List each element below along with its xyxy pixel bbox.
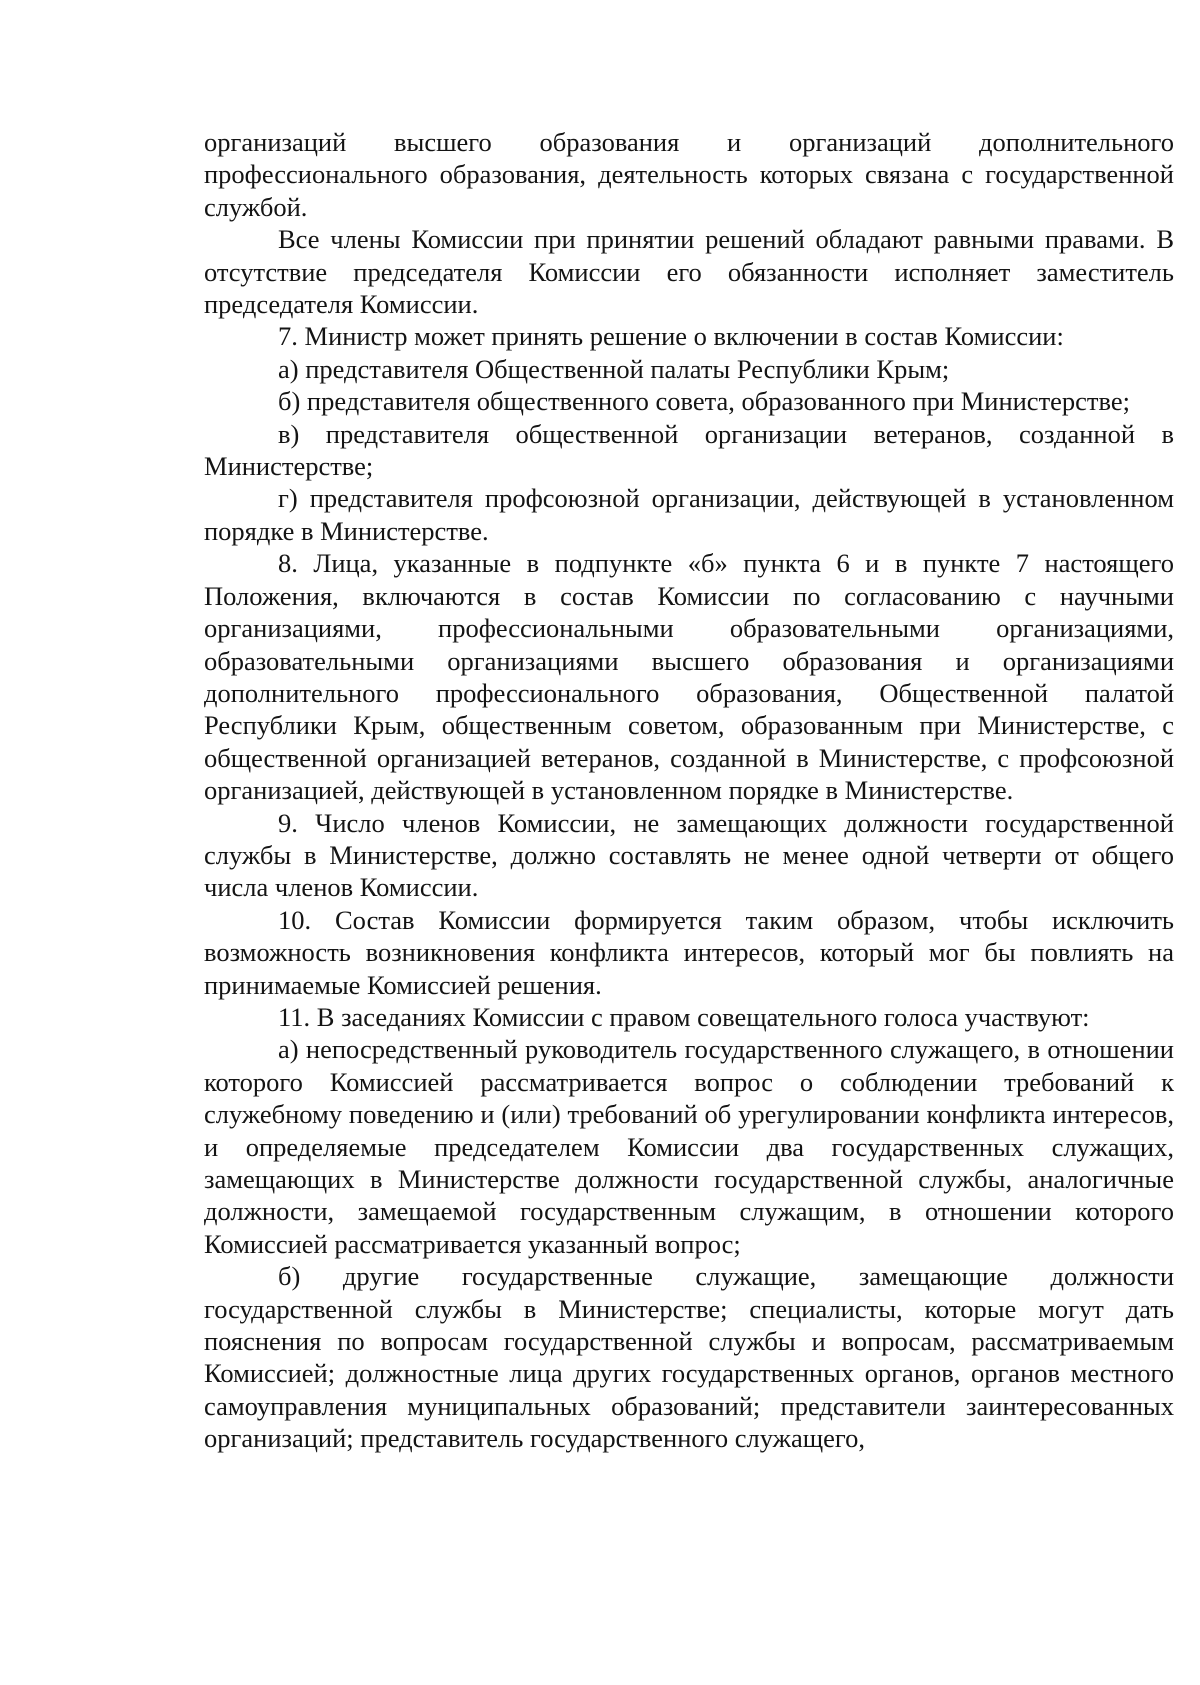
document-body bbox=[204, 126, 1174, 1455]
paragraph-7: 7. Министр может принять решение о включении в состав Комиссии: bbox=[278, 321, 1064, 352]
paragraph-7b: б) представителя общественного совета, образованного при Министерстве; bbox=[278, 386, 1130, 417]
paragraph-7v: в) представителя общественной организации ветеранов, созданной в Министерстве; bbox=[204, 418, 1174, 482]
paragraph-7a: а) представителя Общественной палаты Республики Крым; bbox=[278, 353, 950, 384]
paragraph-9: 9. Число членов Комиссии, не замещающих должности государственной службы в Министерстве, должно составлять не менее одной четверти от общего числа членов Комиссии. bbox=[204, 807, 1174, 903]
paragraph-11b: б) другие государственные служащие, замещающие должности государственной службы в Министерстве; специалисты, которые могут дать пояснения по вопросам государственной службы и вопросам, рассматриваемым Комиссией; должностные лица других государственных органов, органов местного самоуправления муниципальных образований; представители заинтересованных организаций; представитель государственного служащего, bbox=[204, 1261, 1174, 1454]
paragraph-8: 8. Лица, указанные в подпункте «б» пункта 6 и в пункте 7 настоящего Положения, включаются в состав Комиссии по согласованию с научными организациями, профессиональными образовательными организациями, образовательными организациями высшего образования и организациями дополнительного профессионального образования, Общественной палатой Республики Крым, общественным советом, образованным при Министерстве, с общественной организацией ветеранов, созданной в Министерстве, с профсоюзной организацией, действующей в установленном порядке в Министерстве. bbox=[204, 548, 1174, 806]
paragraph-7g: г) представителя профсоюзной организации, действующей в установленном порядке в Министерстве. bbox=[204, 483, 1174, 546]
paragraph-continuation: организаций высшего образования и организаций дополнительного профессионального образования, деятельность которых связана с государственной службой. bbox=[204, 127, 1174, 222]
paragraph-equal-rights: Все члены Комиссии при принятии решений обладают равными правами. В отсутствие председателя Комиссии его обязанности исполняет заместитель председателя Комиссии. bbox=[204, 224, 1174, 320]
paragraph-11: 11. В заседаниях Комиссии с правом совещательного голоса участвуют: bbox=[278, 1001, 1090, 1032]
paragraph-11a: а) непосредственный руководитель государственного служащего, в отношении которого Комиссией рассматривается вопрос о соблюдении требований к служебному поведению и (или) требований об урегулировании конфликта интересов, и определяемые председателем Комиссии два государственных служащих, замещающих в Министерстве должности государственной службы, аналогичные должности, замещаемой государственным служащим, в отношении которого Комиссией рассматривается указанный вопрос; bbox=[204, 1034, 1174, 1259]
paragraph-10: 10. Состав Комиссии формируется таким образом, чтобы исключить возможность возникновения конфликта интересов, который мог бы повлиять на принимаемые Комиссией решения. bbox=[204, 904, 1174, 1000]
